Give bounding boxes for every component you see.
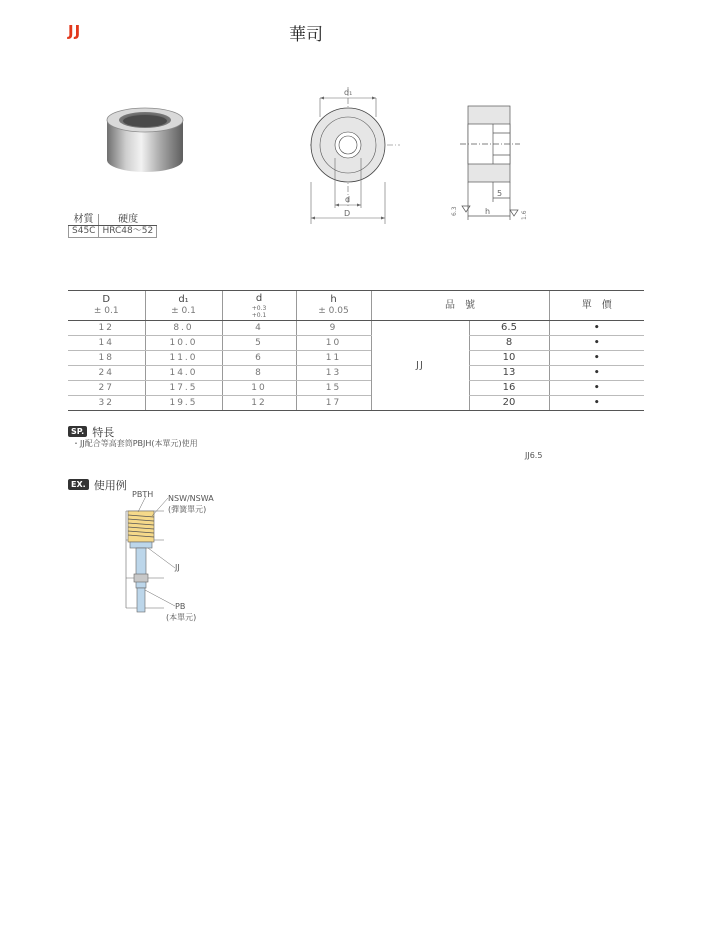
label-pbth: PBTH [132,490,154,499]
product-code: JJ [68,22,82,40]
side-view-drawing [440,98,540,226]
table-row: 32 19.5 12 17 20 • [68,396,644,411]
spec-table [68,290,644,411]
usage-title: 使用例 [93,479,127,492]
sp-badge: SP. [68,426,87,437]
table-row: 27 17.5 10 15 16 • [68,381,644,396]
hardness-header: 硬度 [99,214,157,226]
table-row: 24 14.0 8 13 13 • [68,366,644,381]
order-example: JJ6.5 [525,451,543,460]
col-price: 單 價 [549,291,644,321]
table-row: 12 8.0 4 9 JJ 6.5 • [68,321,644,336]
series-cell: JJ [371,321,469,411]
roughness-16-label: 1.6 [521,210,528,220]
label-nsw-sub: (彈簧單元) [168,505,207,514]
d-label: d [345,195,351,204]
label-pb-sub: (本單元) [166,613,197,622]
material-table [68,214,157,238]
usage-diagram [118,490,248,630]
material-header: 材質 [69,214,99,226]
d1-label: d₁ [344,88,353,97]
D-label: D [344,209,351,218]
h-label: h [485,207,491,216]
features-title: 特長 [92,426,115,439]
table-row: 18 11.0 6 11 10 • [68,351,644,366]
features-text: ・JJ配合等高套筒PBJH(本單元)使用 [72,439,198,448]
label-nsw: NSW/NSWA [168,494,214,503]
page-title: 華司 [289,25,323,45]
product-photo [105,106,185,174]
material-value: S45C [69,226,99,238]
col-d1: d₁ ± 0.1 [145,291,222,321]
col-h: h ± 0.05 [296,291,371,321]
label-pb: PB [175,602,186,611]
col-D: D ± 0.1 [68,291,145,321]
col-part-number: 品 號 [371,291,549,321]
front-view-drawing [300,84,410,224]
spec-header-row [68,291,644,321]
five-label: 5 [497,189,503,198]
ex-badge: EX. [68,479,89,490]
col-d: d +0.3 +0.1 [222,291,296,321]
roughness-63-label: 6.3 [451,206,458,216]
table-row: 14 10.0 5 10 8 • [68,336,644,351]
label-jj: JJ [175,563,180,572]
hardness-value: HRC48～52 [99,226,157,238]
